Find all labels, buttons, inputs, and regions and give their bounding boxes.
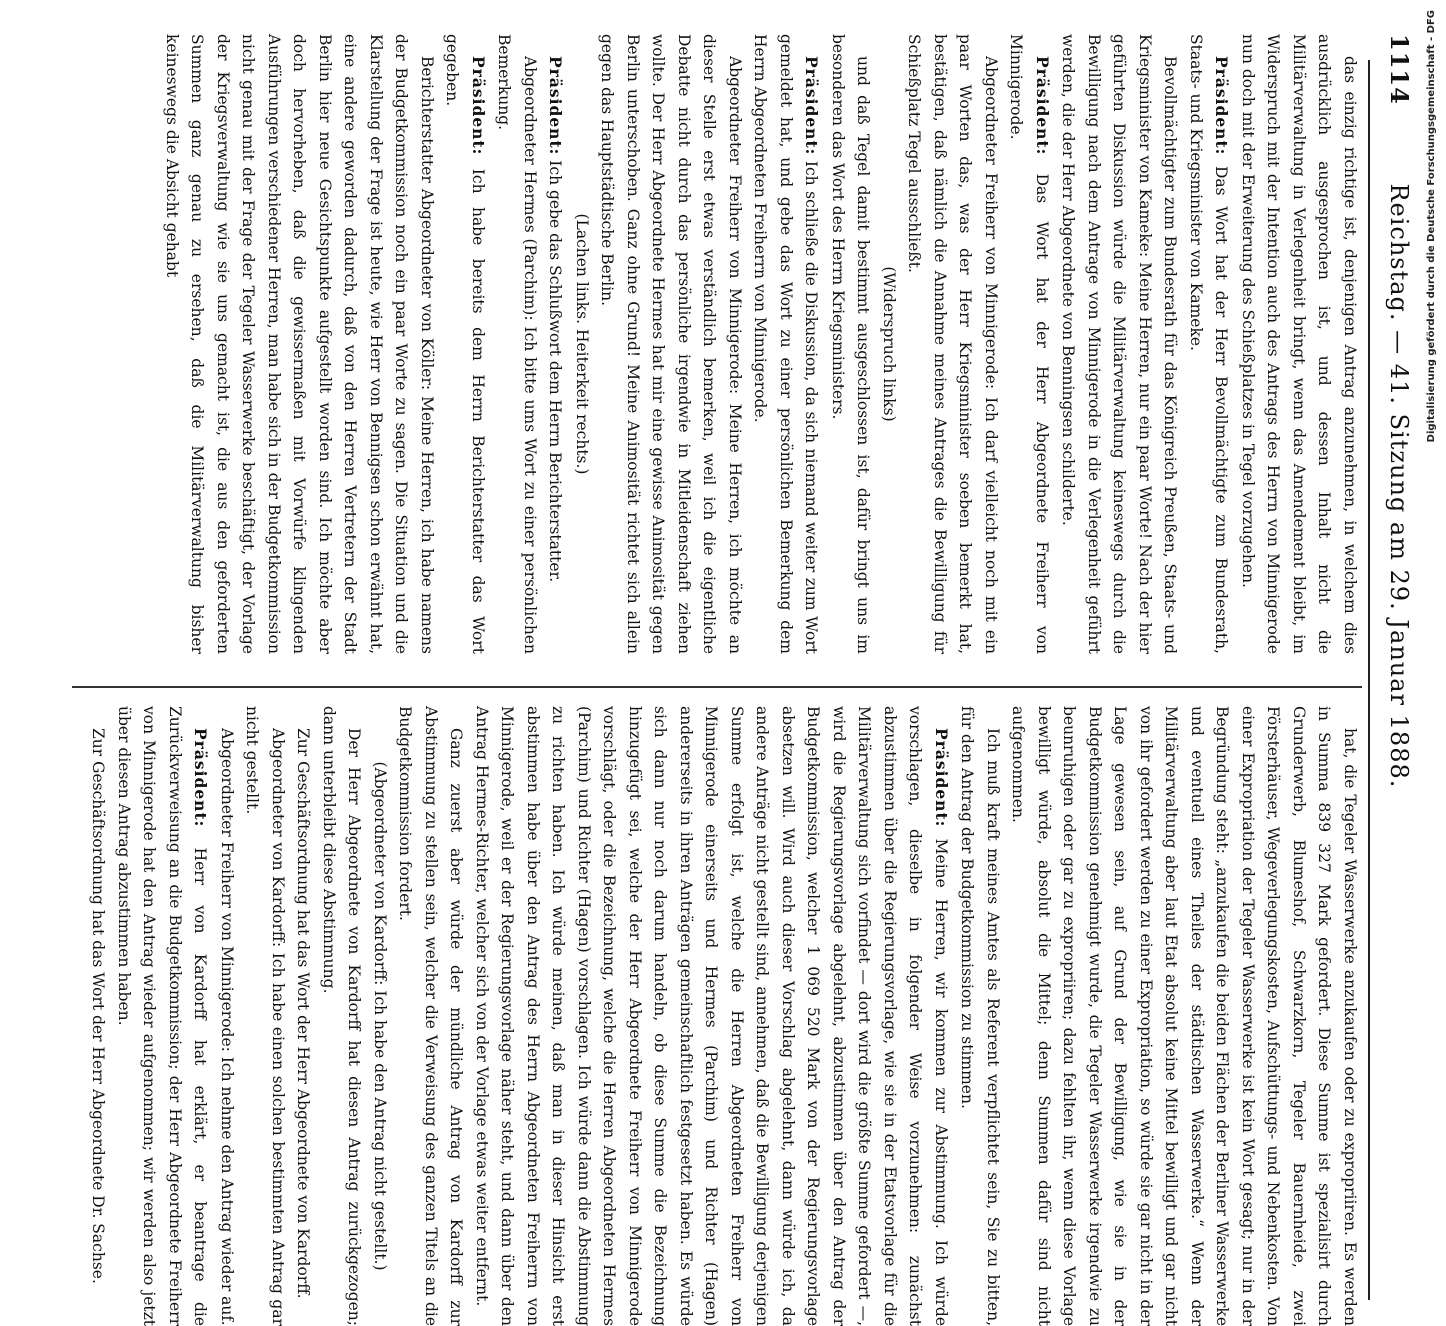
paragraph	[1183, 34, 1235, 654]
paragraph-text: Ich muß kraft meines Amtes als Referent verpflichtet sein, Sie zu bitten, für den Antrag der Budgetkommission zu stimmen.	[958, 706, 1002, 1326]
left-column	[159, 34, 1363, 654]
paragraph	[954, 706, 1005, 1326]
paragraph-text: Bevollmächtigter zum Bundesrath für das Königreich Preußen, Staats- und Kriegsminister von Kameke: Meine Herren, nur ein paar Worte! Nach der hier geführten Diskussion würde die Militärverwaltung keineswegs durch die Bewilligung nach dem Antrage von Minnigerode in die Verlegenheit geführt werden, die der Herr Abgeordnete von Benningsen schilderte.	[1059, 34, 1180, 654]
paragraph-text: Herr von Kardorff hat erklärt, er beantrage die Zurückverweisung an die Budgetkommission; der Herr Abgeordnete Freiherr von Minnigerode hat den Antrag wieder aufgenommen; wir werden also jetzt über diesen Antrag abzustimmen haben.	[115, 706, 210, 1326]
paragraph	[392, 706, 469, 1326]
right-column	[85, 706, 1362, 1326]
page-number: 1114	[1385, 34, 1414, 105]
paragraph-text: Der Herr Abgeordnete von Kardorff hat diesen Antrag zurückgezogen; dann unterbleibt diese Abstimmung.	[320, 706, 364, 1326]
paragraph-text: hat, die Tegeler Wasserwerke anzukaufen oder zu expropriiren. Es werden in Summa 839 327 Mark gefordert. Diese Summe ist spezialisirt durch Grunderwerb, Blumeshof, Schwarzkorn, Tegeler Bauernheide, zwei Försterhäuser, Wegeverlegungskosten, Aufschüttungs- und Nebenkosten. Von einer Expropriation der Tegeler Wasserwerke ist kein Wort gesagt; nur in der Begründung steht: „anzukaufen die beiden Flächen der Berliner Wasserwerke und eventuell eines Theiles der städtischen Wasserwerke.“ Wenn der Militärverwaltung aber laut Etat absolut keine Mittel bewilligt und gar nicht von ihr gefordert werden zu einer Expropriation, so würde sie gar nicht in der Lage gewesen sein, auf Grund der Bewilligung, wie sie in der Budgetkommission genehmigt wurde, die Tegeler Wasserwerke irgendwie zu beunruhigen oder gar zu expropriiren; dazu fehlten ihr, wenn diese Vorlage bewilligt würde, absolut die Mittel; denn Summen dafür sind nicht aufgenommen.	[1009, 706, 1359, 1326]
paragraph	[85, 706, 111, 1326]
paragraph-text: Das Wort hat der Herr Abgeordnete Freiherr von Minnigerode.	[1007, 34, 1051, 654]
footer-credit: Digitalisierung gefördert durch die Deutsche Forschungsgemeinschaft - DFG	[1426, 10, 1437, 443]
footer-text-wrap	[1426, 10, 1446, 990]
paragraph	[316, 706, 367, 1326]
header-rule	[1368, 60, 1370, 1300]
paragraph-text: Ganz zuerst aber würde der mündliche Antrag von Kardorff zur Abstimmung zu stellen sein, welcher die Verweisung des ganzen Titels an die Budgetkommission fordert.	[396, 706, 466, 1326]
paragraph	[876, 34, 902, 654]
paragraph-text: Abgeordneter Hermes (Parchim): Ich bitte ums Wort zu einer persönlichen Bemerkung.	[495, 34, 539, 654]
paragraph-text: Ich gebe das Schlußwort dem Herrn Berichterstatter.	[546, 160, 565, 583]
paragraph-text: und daß Tegel damit bestimmt ausgeschlossen ist, dafür bringt uns im besonderen das Wort des Herrn Kriegsministers.	[829, 34, 873, 654]
paragraph-text: Abgeordneter Freiherr von Minnigerode: Ich darf vielleicht noch mit ein paar Worten das, was der Herr Kriegsminister soeben bemerkt hat, bestätigen, daß nämlich die Annahme meines Antrages die Bewilligung für Schießplatz Tegel ausschließt.	[905, 34, 1000, 654]
paragraph-text: Ich habe bereits dem Herrn Berichterstatter das Wort gegeben.	[443, 34, 487, 654]
paragraph-text: Meine Herren, wir kommen zur Abstimmung. Ich würde vorschlagen, dieselbe in folgender Weise vorzunehmen: zunächst abzustimmen über die Regierungsvorlage, wie sie in der Etatsvorlage für die Militärverwaltung sich vorfindet — dort wird die größte Summe gefordert —, wird die Regierungsvorlage abgelehnt, abzustimmen über den Antrag der Budgetkommission, welcher 1 069 520 Mark von der Regierungsvorlage absetzen will. Wird auch dieser Vorschlag abgelehnt, dann würde ich, da andere Anträge nicht gestellt sind, annehmen, daß die Bewilligung derjenigen Summe erfolgt ist, welche die Herren Abgeordneten Freiherr von Minnigerode einerseits und Hermes (Parchim) und Richter (Hagen) andererseits in ihren Anträgen gemeinschaftlich festgesetzt haben. Es würde sich dann nur noch darum handeln, ob diese Summe die Bezeichnung hinzugefügt sei, welche der Herr Abgeordnete Freiherr von Minnigerode vorschlägt, oder die Bezeichnung, welche die Herren Abgeordneten Hermes (Parchim) und Richter (Hagen) vorschlagen. Ich würde dann die Abstimmung zu richten haben. Ich würde meinen, daß man in dieser Hinsicht erst abstimmen habe über den Antrag des Herrn Abgeordneten Freiherrn von Minnigerode, weil er der Regierungsvorlage näher steht, und dann über den Antrag Hermes-Richter, welcher sich von der Vorlage etwas weiter entfernt.	[473, 706, 950, 1326]
speaker-label: Präsident:	[802, 56, 822, 156]
paragraph	[367, 706, 393, 1326]
paragraph-text: Abgeordneter Freiherr von Minnigerode: Meine Herren, ich möchte an dieser Stelle erst etwas verständlich bemerken, weil ich die eigentliche Debatte nicht durch das persönliche irgendwie in Mitleidenschaft ziehen wollte. Der Herr Abgeordnete Hermes hat mir eine gewisse Animosität gegen Berlin unterschoben. Ganz ohne Grund! Meine Animosität richtet sich allein gegen das Hauptstädtische Berlin.	[598, 34, 744, 654]
speaker-label: Präsident:	[469, 56, 488, 156]
speaker-label: Präsident:	[191, 728, 211, 828]
paragraph-text: Ich schließe die Diskussion, da sich niemand weiter zum Wort gemeldet hat, und gebe das Wort zu einer persönlichen Bemerkung dem Herrn Abgeordneten Freiherrn von Minnigerode.	[751, 34, 821, 654]
paragraph-text: Berichterstatter Abgeordneter von Köller: Meine Herren, ich habe namens der Budgetkommission noch ein paar Worte zu sagen. Die Situation und die Klarstellung der Frage ist heute, wie Herr von Bennigsen schon erwähnt hat, eine andere geworden dadurch, daß von den Herren Vertretern der Stadt Berlin hier neue Gesichtspunkte aufgestellt worden sind. Ich möchte aber doch hervorheben, daß die gewissermaßen mit Vorwürfe klingenden Ausführungen verschiedener Herren, man habe sich in der Budgetkommission nicht genau mit der Frage der Tegeler Wasserwerke beschäftigt, der Vorlage der Kriegsverwaltung wie sie uns gemacht ist, die aus den geforderten Summen ganz genau zu ersehen, daß die Militärverwaltung bisher keineswegs die Absicht gehabt	[163, 34, 436, 654]
paragraph	[1003, 34, 1055, 654]
paragraph	[290, 706, 316, 1326]
paragraph-text: Zur Geschäftsordnung hat das Wort der Herr Abgeordnete Dr. Sachse.	[89, 728, 108, 1284]
running-head-title: Reichstag. — 41. Sitzung am 29. Januar 1888.	[1385, 183, 1413, 789]
paragraph	[594, 34, 747, 654]
paragraph	[111, 706, 214, 1326]
paragraph-text: Abgeordneter von Kardorff: Ich habe einen solchen bestimmten Antrag gar nicht gestellt.	[243, 706, 287, 1326]
paragraph	[159, 34, 440, 654]
paragraph-text: Das Wort hat der Herr Bevollmächtigte zum Bundesrath, Staats- und Kriegsminister von Kameke.	[1187, 34, 1231, 654]
digitization-footer	[1406, 10, 1437, 990]
paragraph-text: Abgeordneter Freiherr von Minnigerode: Ich nehme den Antrag wieder auf.	[218, 728, 236, 1326]
paragraph	[569, 34, 595, 654]
speaker-label: Präsident:	[546, 56, 566, 156]
paragraph	[1005, 706, 1362, 1326]
paragraph	[825, 34, 876, 654]
paragraph-text: das einzig richtige ist, denjenigen Antrag anzunehmen, in welchem dies ausdrücklich ausgesprochen ist, und dessen Inhalt nicht die Militärverwaltung in Verlegenheit bringt, wenn das Amendement bleibt, im Widerspruch mit der Intention auch des Antrags des Herrn von Minnigerode nun doch mit der Erweiterung des Schießplatzes in Tegel vorzugehen.	[1239, 34, 1359, 654]
paragraph	[1235, 34, 1363, 654]
paragraph-text: (Widerspruch links)	[880, 266, 898, 422]
paragraph	[439, 34, 491, 654]
paragraph	[542, 34, 569, 654]
speaker-label: Präsident:	[1033, 56, 1052, 156]
paragraph	[469, 706, 955, 1326]
paragraph-text: (Abgeordneter von Kardorff: Ich habe den Antrag nicht gestellt.)	[371, 761, 389, 1271]
paragraph	[214, 706, 240, 1326]
column-divider	[72, 686, 1362, 688]
paragraph-text: Zur Geschäftsordnung hat das Wort der Herr Abgeordnete von Kardorff.	[294, 728, 313, 1299]
paragraph	[1055, 34, 1183, 654]
paragraph-text: (Lachen links. Heiterkeit rechts.)	[573, 213, 591, 475]
paragraph	[747, 34, 825, 654]
paragraph	[901, 34, 1003, 654]
speaker-label: Präsident:	[1212, 56, 1232, 156]
paragraph	[239, 706, 290, 1326]
speaker-label: Präsident:	[932, 728, 951, 828]
paragraph	[491, 34, 542, 654]
